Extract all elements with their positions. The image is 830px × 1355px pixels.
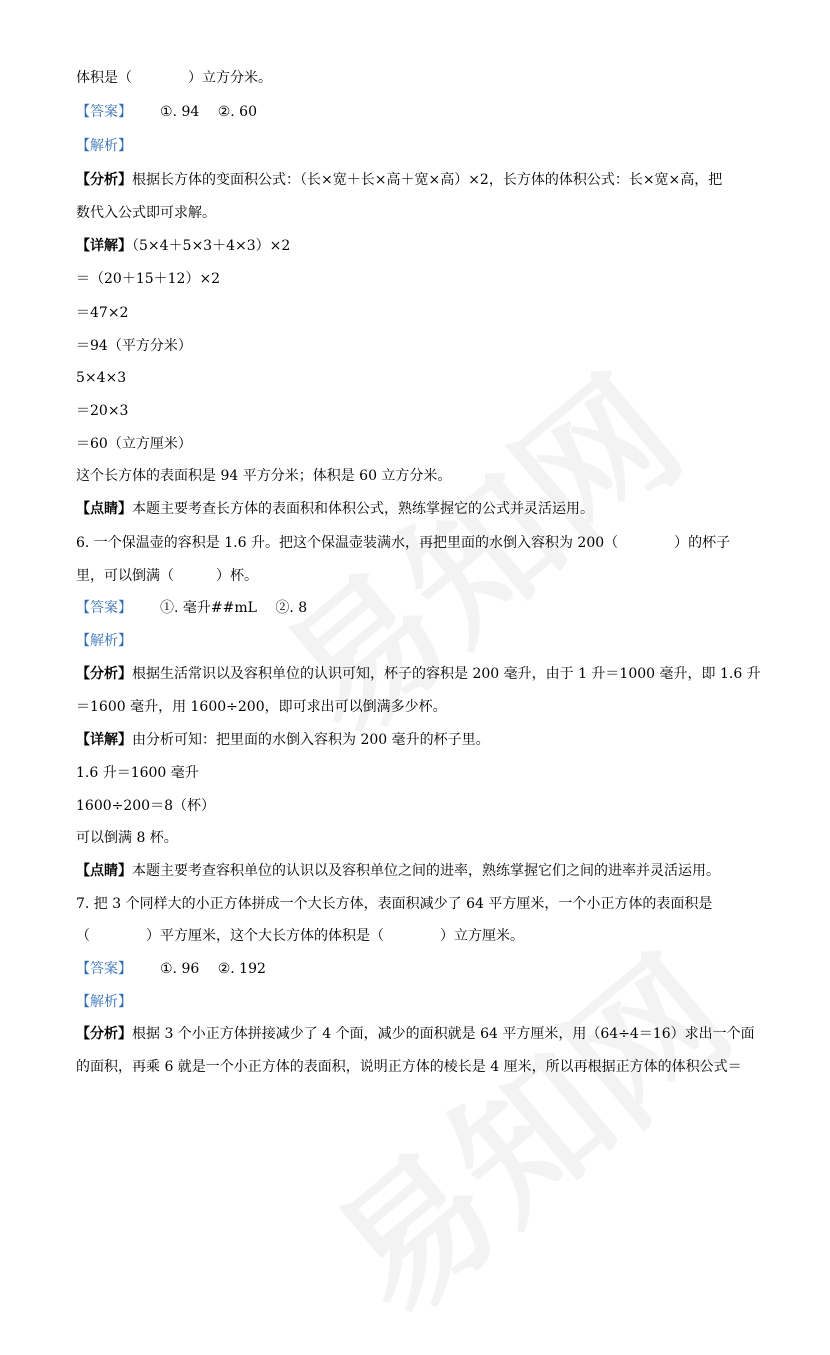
answer-text: ①. 毫升##mL ②. 8 xyxy=(160,600,308,616)
analysis-text: 根据生活常识以及容积单位的认识可知，杯子的容积是 200 毫升，由于 1 升＝1000 毫升，即 1.6 升 xyxy=(132,666,761,682)
detail-label: 【详解】 xyxy=(76,732,132,748)
analysis-tag: 【解析】 xyxy=(76,633,132,649)
comment-line xyxy=(76,500,594,518)
answer-line-1 xyxy=(76,103,257,121)
answer-text: ①. 96 ②. 192 xyxy=(160,961,266,977)
question-7-line-1: 7. 把 3 个同样大的小正方体拼成一个大长方体，表面积减少了 64 平方厘米，一个小正方体的表面积是 xyxy=(76,896,713,912)
conclusion-line: 这个长方体的表面积是 94 平方分米；体积是 60 立方分米。 xyxy=(76,468,452,484)
detail-label: 【详解】 xyxy=(76,238,132,254)
conclusion-line: 可以倒满 8 杯。 xyxy=(76,830,178,846)
calc-line: 5×4×3 xyxy=(76,370,127,386)
comment-text: 本题主要考查容积单位的认识以及容积单位之间的进率，熟练掌握它们之间的进率并灵活运用。 xyxy=(132,863,720,879)
analysis-label: 【分析】 xyxy=(76,172,132,188)
analysis-line-5 xyxy=(76,1025,755,1043)
calc-line: ＝（20＋15＋12）×2 xyxy=(76,271,221,287)
analysis-line-3 xyxy=(76,665,761,683)
calc-line: 1.6 升＝1600 毫升 xyxy=(76,765,199,781)
question-6-line-1: 6. 一个保温壶的容积是 1.6 升。把这个保温壶装满水，再把里面的水倒入容积为 200（ ）的杯子 xyxy=(76,535,731,551)
calc-line: 1600÷200＝8（杯） xyxy=(76,798,215,814)
answer-line-2 xyxy=(76,599,307,617)
analysis-text: 根据长方体的变面积公式：（长×宽＋长×高＋宽×高）×2，长方体的体积公式：长×宽×高，把 xyxy=(132,172,723,188)
analysis-tag: 【解析】 xyxy=(76,994,132,1010)
watermark-bottom xyxy=(283,901,767,1355)
analysis-line-6: 的面积，再乘 6 就是一个小正方体的表面积，说明正方体的棱长是 4 厘米，所以再根据正方体的体积公式＝ xyxy=(76,1059,742,1075)
analysis-label: 【分析】 xyxy=(76,666,132,682)
answer-line-3 xyxy=(76,960,266,978)
analysis-line-4: ＝1600 毫升，用 1600÷200，即可求出可以倒满多少杯。 xyxy=(76,699,447,715)
question-7-line-2: （ ）平方厘米，这个大长方体的体积是（ ）立方厘米。 xyxy=(76,928,524,944)
analysis-tag: 【解析】 xyxy=(76,138,132,154)
comment-text: 本题主要考查长方体的表面积和体积公式，熟练掌握它的公式并灵活运用。 xyxy=(132,501,594,517)
analysis-line-1 xyxy=(76,171,722,189)
answer-tag: 【答案】 xyxy=(76,961,132,977)
calc-line: ＝60（立方厘米） xyxy=(76,436,192,452)
answer-tag: 【答案】 xyxy=(76,600,132,616)
answer-tag: 【答案】 xyxy=(76,104,132,120)
calc-line: ＝20×3 xyxy=(76,403,129,419)
detail-text: （5×4＋5×3＋4×3）×2 xyxy=(132,238,291,254)
comment-label: 【点睛】 xyxy=(76,863,132,879)
question-6-line-2: 里，可以倒满（ ）杯。 xyxy=(76,568,258,584)
analysis-label: 【分析】 xyxy=(76,1026,132,1042)
calc-line: ＝94（平方分米） xyxy=(76,338,192,354)
calc-line: ＝47×2 xyxy=(76,305,129,321)
detail-line-1 xyxy=(76,237,290,255)
answer-text: ①. 94 ②. 60 xyxy=(160,104,257,120)
text-line-1: 体积是（ ）立方分米。 xyxy=(76,70,272,86)
detail-text: 由分析可知：把里面的水倒入容积为 200 毫升的杯子里。 xyxy=(132,732,490,748)
detail-line-2 xyxy=(76,731,490,749)
analysis-line-2: 数代入公式即可求解。 xyxy=(76,205,216,221)
comment-label: 【点睛】 xyxy=(76,501,132,517)
analysis-text: 根据 3 个小正方体拼接减少了 4 个面，减少的面积就是 64 平方厘米，用（64÷4＝16）求出一个面 xyxy=(132,1026,755,1042)
comment-line xyxy=(76,862,720,880)
